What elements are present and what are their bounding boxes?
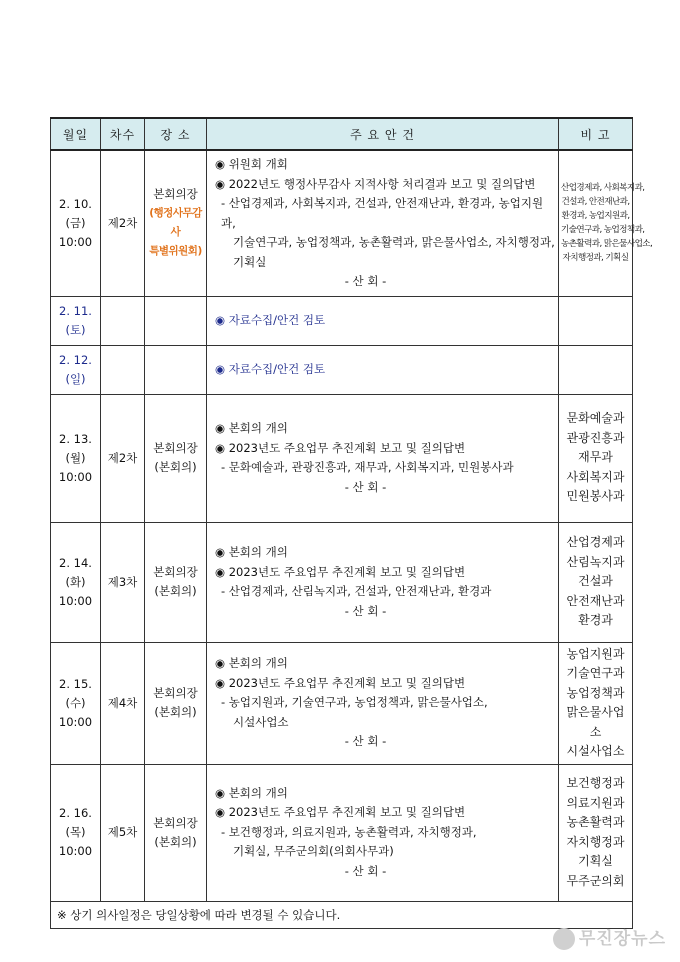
agenda-line: ◉ 2023년도 주요업무 추진계획 보고 및 질의답변	[215, 564, 466, 579]
agenda-line: - 산 회 -	[344, 863, 387, 878]
agenda-line: ◉ 본회의 개의	[215, 785, 288, 800]
date-cell	[51, 522, 101, 642]
header-row	[51, 118, 633, 150]
agenda-line: ◉ 위원회 개회	[215, 157, 288, 171]
agenda-line: - 산업경제과, 사회복지과, 건설과, 안전재난과, 환경과, 농업지원과,	[221, 196, 544, 230]
note-line: 문화예술과	[566, 411, 625, 426]
note-line: 무주군의회	[566, 873, 625, 888]
agenda-line: ◉ 자료수집/안건 검토	[215, 361, 326, 376]
note-line: 기술연구과	[566, 666, 625, 680]
place-sub-text: 특별위원회)	[149, 245, 202, 258]
date-line: (토)	[65, 322, 86, 337]
date-line: (일)	[65, 371, 86, 386]
header-session: 차수	[101, 118, 145, 150]
note-line: 산림녹지과	[566, 554, 625, 569]
session-cell	[101, 394, 145, 522]
session-cell	[101, 345, 145, 394]
note-cell	[559, 522, 633, 642]
watermark-text: 무진장뉴스	[578, 929, 666, 949]
table-row	[51, 296, 633, 345]
agenda-line: - 산 회 -	[344, 734, 387, 749]
place-cell	[145, 345, 207, 394]
note-cell	[559, 345, 633, 394]
date-line: 2. 14.	[59, 555, 92, 570]
note-line: 시설사업소	[566, 744, 625, 758]
date-cell	[51, 296, 101, 345]
agenda-line: - 문화예술과, 관광진흥과, 재무과, 사회복지과, 민원봉사과	[221, 460, 514, 474]
place-text: 본회의장	[153, 565, 198, 579]
note-line: 산업경제과, 사회복지과,	[561, 183, 645, 194]
date-line: 2. 11.	[59, 303, 92, 318]
note-cell	[559, 642, 633, 764]
date-line: 2. 16.	[59, 806, 92, 820]
date-cell	[51, 764, 101, 901]
note-line: 관광진흥과	[566, 430, 625, 445]
note-line: 안전재난과	[566, 593, 625, 608]
note-line: 건설과	[578, 574, 613, 589]
note-line: 농업지원과	[566, 646, 625, 661]
agenda-line: - 산 회 -	[344, 603, 387, 618]
date-line: 10:00	[58, 469, 93, 484]
agenda-line: ◉ 2023년도 주요업무 추진계획 보고 및 질의답변	[215, 675, 466, 690]
note-line: 농촌활력과, 맑은물사업소,	[561, 239, 653, 250]
date-cell	[51, 394, 101, 522]
agenda-cell	[207, 296, 559, 345]
note-line: 자치행정과, 기획실	[562, 253, 629, 264]
place-cell	[145, 296, 207, 345]
session-text: 제2차	[107, 215, 138, 230]
date-line: (화)	[65, 574, 86, 589]
date-line: (목)	[65, 825, 86, 839]
session-cell	[101, 642, 145, 764]
session-text: 제2차	[107, 450, 138, 465]
agenda-line: ◉ 본회의 개의	[215, 421, 288, 435]
note-line: 산업경제과	[566, 535, 625, 550]
note-cell	[559, 394, 633, 522]
note-line: 건설과, 안전재난과,	[561, 197, 630, 208]
table-row	[51, 394, 633, 522]
note-cell	[559, 296, 633, 345]
agenda-line: ◉ 자료수집/안건 검토	[215, 312, 326, 327]
watermark	[553, 924, 666, 950]
session-cell	[101, 764, 145, 901]
session-text: 제4차	[107, 695, 138, 710]
date-line: 10:00	[58, 844, 93, 858]
place-cell	[145, 642, 207, 764]
agenda-line: ◉ 2023년도 주요업무 추진계획 보고 및 질의답변	[215, 440, 466, 455]
header-agenda: 주 요 안 건	[207, 118, 559, 150]
date-line: 10:00	[58, 234, 93, 249]
place-sub-text: (본회의)	[154, 834, 197, 849]
agenda-line: ◉ 2022년도 행정사무감사 지적사항 처리결과 보고 및 질의답변	[215, 176, 536, 191]
note-line: 기획실	[578, 854, 613, 868]
agenda-line: 기술연구과, 농업정책과, 농촌활력과, 맑은물사업소, 자치행정과, 기획실	[233, 235, 555, 269]
session-cell	[101, 296, 145, 345]
footnote-row	[51, 901, 633, 928]
note-line: 맑은물사업소	[566, 705, 625, 739]
agenda-cell	[207, 345, 559, 394]
agenda-line: - 산업경제과, 산림녹지과, 건설과, 안전재난과, 환경과	[221, 584, 492, 598]
session-cell	[101, 522, 145, 642]
header-note: 비 고	[559, 118, 633, 150]
table-row	[51, 642, 633, 764]
agenda-cell	[207, 522, 559, 642]
place-cell	[145, 394, 207, 522]
place-sub-text: (본회의)	[154, 460, 197, 474]
table-row	[51, 345, 633, 394]
agenda-line: - 산 회 -	[344, 479, 387, 494]
table-row	[51, 522, 633, 642]
agenda-cell	[207, 394, 559, 522]
agenda-line: - 농업지원과, 기술연구과, 농업정책과, 맑은물사업소,	[221, 695, 488, 710]
place-sub-text: (행정사무감사	[149, 207, 202, 239]
date-line: 2. 15.	[59, 676, 92, 691]
place-sub-text: (본회의)	[154, 705, 197, 719]
place-cell	[145, 764, 207, 901]
footnote: ※ 상기 의사일정은 당일상황에 따라 변경될 수 있습니다.	[51, 901, 633, 928]
date-cell	[51, 150, 101, 296]
table-row	[51, 764, 633, 901]
date-line: (금)	[65, 215, 86, 230]
note-line: 의료지원과	[566, 795, 625, 810]
note-line: 농촌활력과	[566, 815, 625, 829]
agenda-cell	[207, 764, 559, 901]
header-date: 월일	[51, 118, 101, 150]
note-line: 환경과	[578, 613, 613, 628]
date-line: 2. 12.	[59, 352, 92, 367]
agenda-cell	[207, 150, 559, 296]
agenda-line: 기획실, 무주군의회(의회사무과)	[233, 844, 394, 859]
table-row	[51, 150, 633, 296]
note-line: 보건행정과	[566, 776, 625, 790]
agenda-cell	[207, 642, 559, 764]
date-line: 10:00	[58, 714, 93, 729]
watermark-logo-icon	[553, 928, 575, 950]
note-cell	[559, 150, 653, 296]
place-text: 본회의장	[153, 686, 198, 700]
note-cell	[559, 764, 633, 901]
session-cell	[101, 150, 145, 296]
agenda-line: ◉ 본회의 개의	[215, 656, 288, 671]
agenda-line: - 산 회 -	[344, 274, 387, 288]
note-line: 기술연구과, 농업정책과,	[561, 225, 645, 236]
note-line: 농업정책과	[566, 685, 625, 700]
note-line: 재무과	[578, 450, 613, 465]
agenda-line: ◉ 2023년도 주요업무 추진계획 보고 및 질의답변	[215, 805, 466, 820]
place-cell	[145, 150, 207, 296]
place-sub-text: (본회의)	[154, 584, 197, 598]
header-place: 장 소	[145, 118, 207, 150]
date-line: (월)	[65, 450, 86, 465]
place-text: 본회의장	[153, 187, 198, 202]
place-text: 본회의장	[153, 815, 198, 830]
date-line: (수)	[65, 695, 86, 710]
agenda-line: ◉ 본회의 개의	[215, 545, 288, 559]
note-line: 민원봉사과	[566, 489, 625, 504]
note-line: 자치행정과	[566, 834, 625, 849]
place-cell	[145, 522, 207, 642]
date-cell	[51, 642, 101, 764]
place-text: 본회의장	[153, 441, 198, 455]
agenda-line: - 보건행정과, 의료지원과, 농촌활력과, 자치행정과,	[221, 824, 477, 839]
note-line: 환경과, 농업지원과,	[561, 211, 630, 222]
date-cell	[51, 345, 101, 394]
date-line: 2. 13.	[59, 431, 92, 446]
session-text: 제3차	[107, 574, 138, 589]
agenda-line: 시설사업소	[233, 714, 289, 729]
schedule-table	[50, 117, 653, 929]
date-line: 2. 10.	[59, 196, 92, 211]
note-line: 사회복지과	[566, 469, 625, 484]
session-text: 제5차	[107, 825, 138, 839]
date-line: 10:00	[58, 593, 93, 608]
